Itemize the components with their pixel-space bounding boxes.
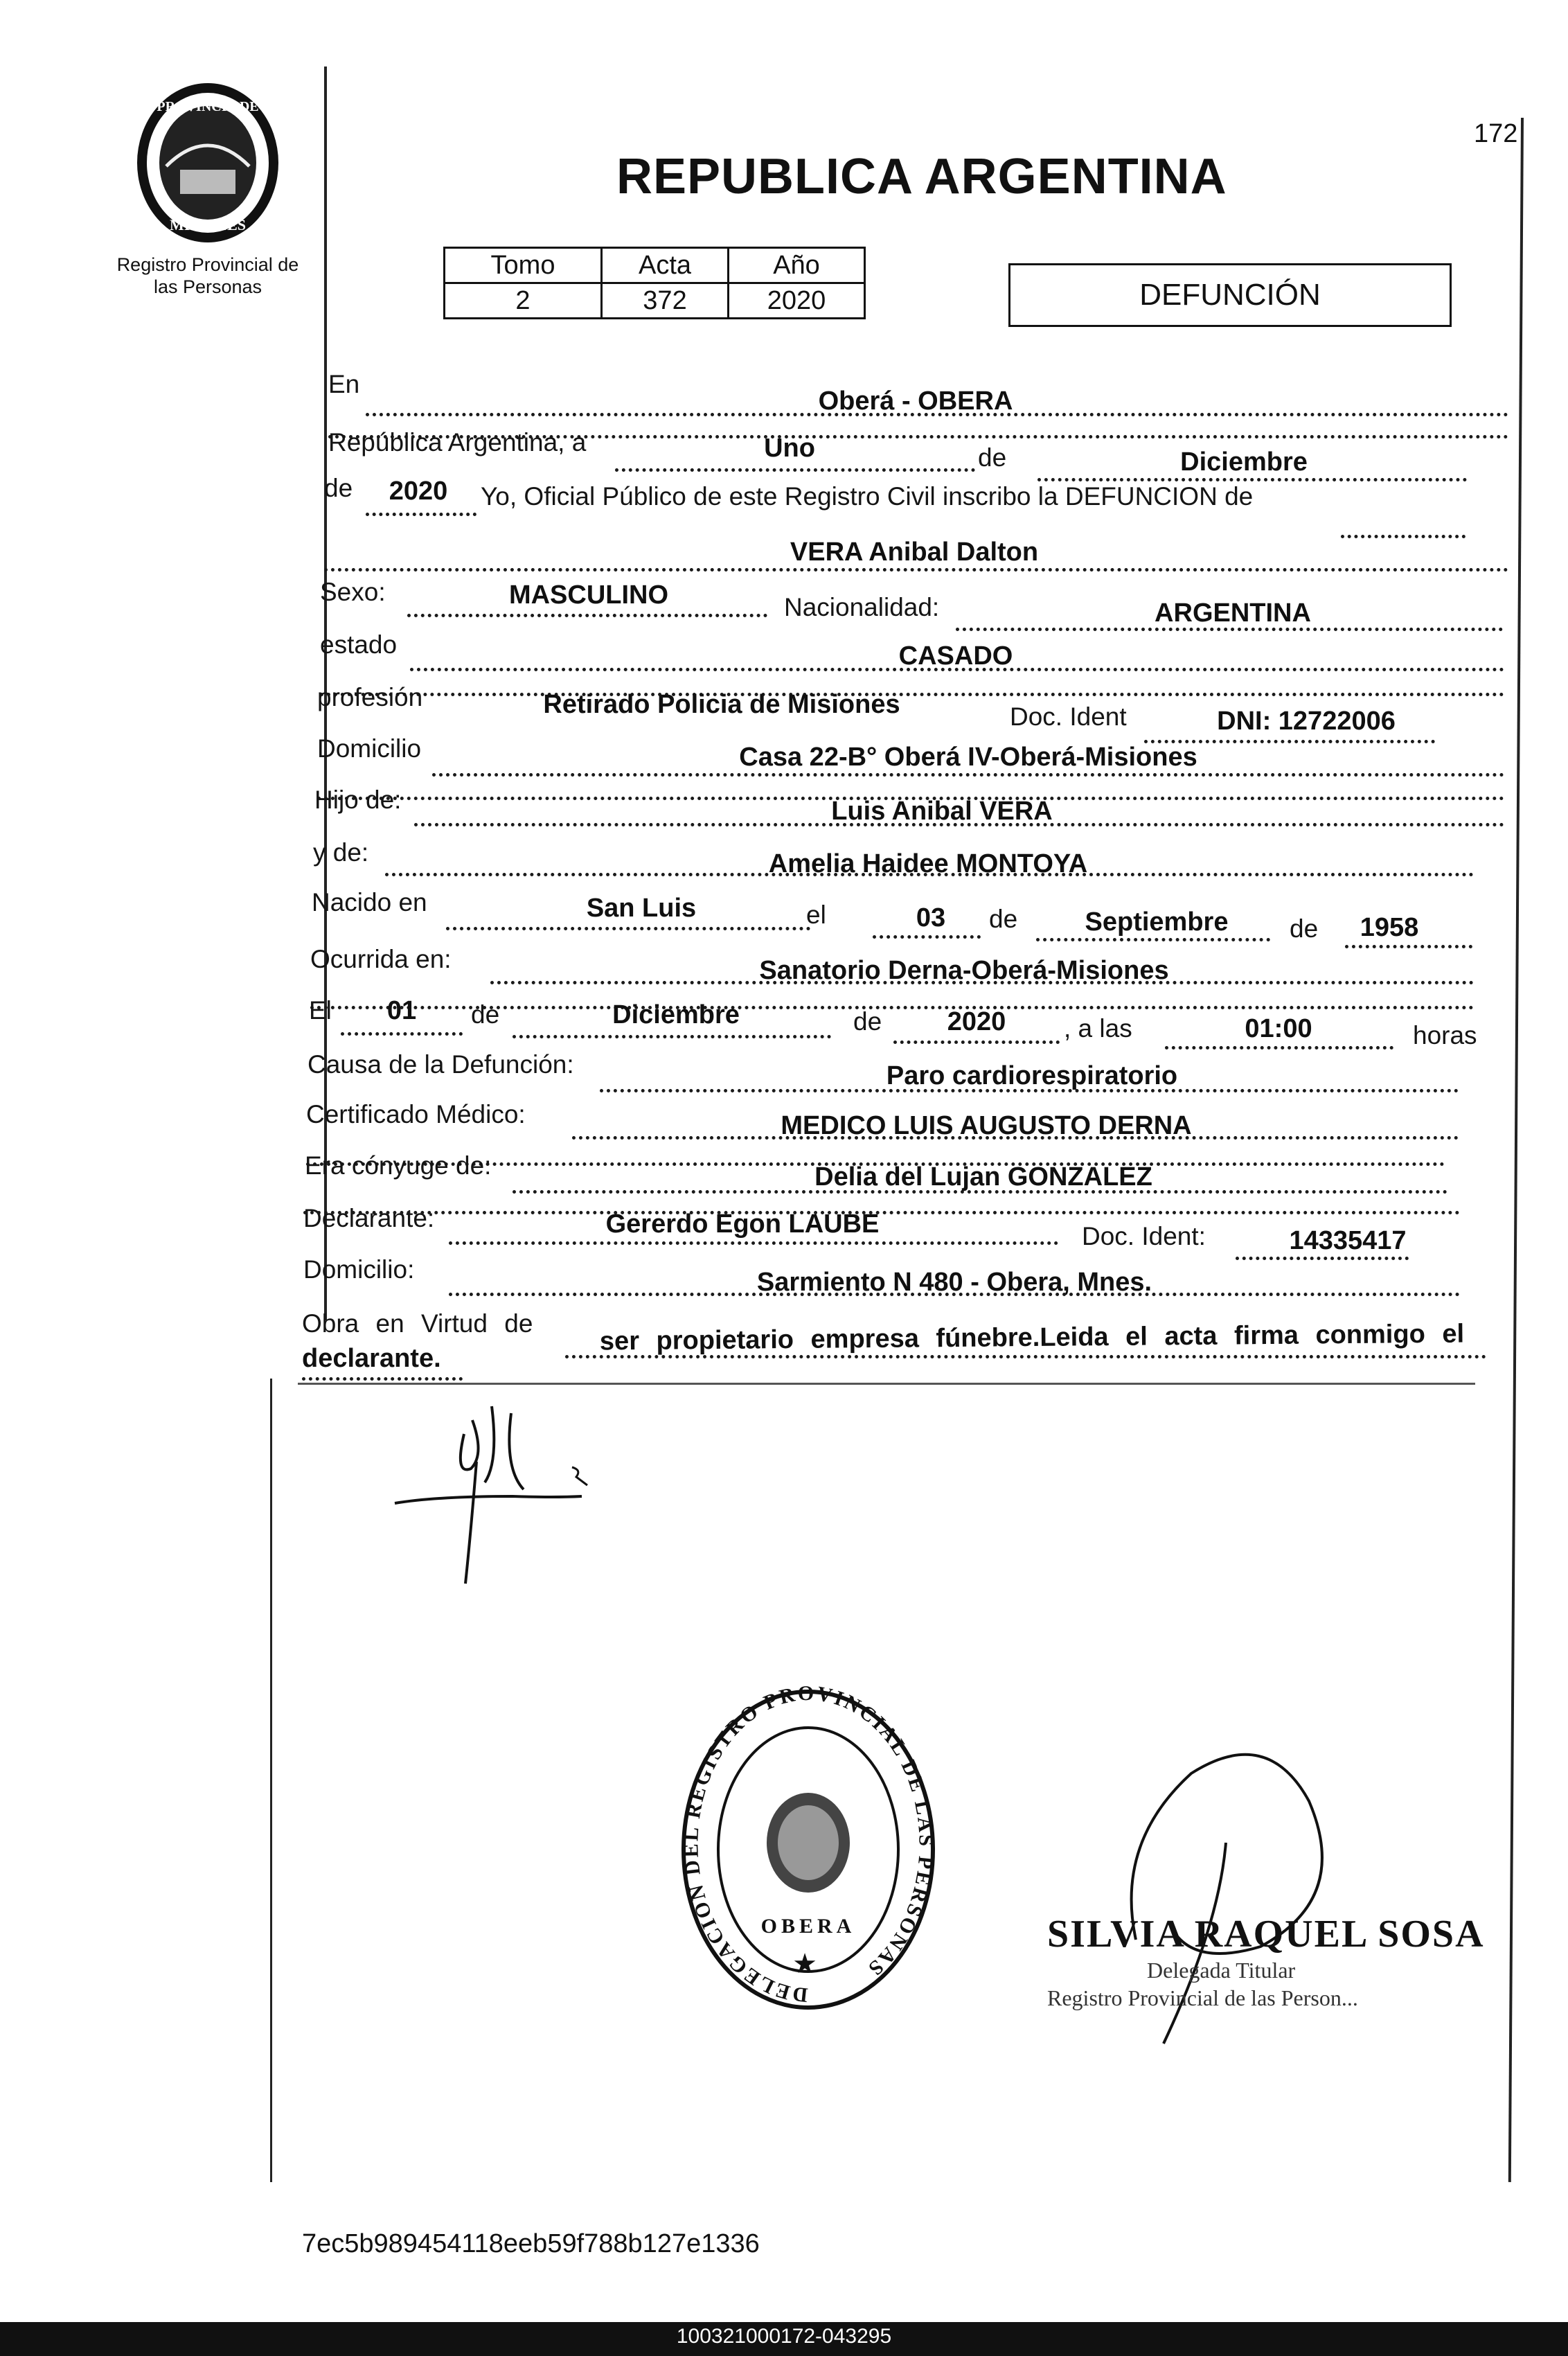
profesion-label: profesión [317, 683, 423, 711]
republica-label: República Argentina, a [328, 428, 587, 457]
acta-header: Acta [602, 248, 729, 283]
dotted-line [873, 935, 981, 939]
nacido-lugar-value: San Luis [586, 894, 697, 923]
de-label: de [989, 905, 1018, 933]
province-seal [132, 83, 284, 242]
nacionalidad-label: Nacionalidad: [784, 593, 940, 621]
svg-text:★: ★ [792, 1949, 817, 1979]
doc-type-box: DEFUNCIÓN [1008, 263, 1452, 327]
dotted-line [446, 927, 810, 930]
declarante-label: Declarante: [303, 1204, 435, 1232]
de-label: de [1290, 914, 1319, 943]
dia-value: Uno [764, 434, 815, 463]
nacido-mes-value: Septiembre [1085, 907, 1229, 937]
doc-ident2-label: Doc. Ident: [1082, 1222, 1206, 1250]
dotted-line [1165, 1046, 1393, 1049]
dotted-line [407, 614, 767, 617]
svg-text:OBERA: OBERA [760, 1915, 856, 1938]
certificado-value: MEDICO LUIS AUGUSTO DERNA [781, 1111, 1192, 1140]
tomo-value: 2 [445, 283, 602, 319]
dotted-line [366, 513, 476, 516]
official-signature [1087, 1718, 1392, 2064]
conyuge-value: Delia del Lujan GONZALEZ [814, 1162, 1152, 1192]
anio-value: 2020 [389, 477, 448, 506]
declarante-value: Gererdo Egon LAUBE [605, 1210, 880, 1239]
ocurrida-value: Sanatorio Derna-Oberá-Misiones [759, 956, 1169, 985]
dotted-line [1037, 478, 1467, 481]
signatory-role: Delegada Titular [1147, 1958, 1296, 1983]
causa-label: Causa de la Defunción: [308, 1050, 574, 1079]
mes-value: Diciembre [1180, 448, 1308, 477]
acta-header-row [445, 248, 865, 283]
dotted-line [432, 773, 1504, 777]
a-las-label: , a las [1064, 1014, 1132, 1043]
madre-value: Amelia Haidee MONTOYA [768, 849, 1088, 878]
domicilio2-label: Domicilio: [303, 1255, 415, 1284]
causa-value: Paro cardiorespiratorio [886, 1061, 1178, 1090]
official-stamp [673, 1683, 943, 2016]
dotted-line [565, 1355, 1486, 1358]
svg-text:MISIONES: MISIONES [169, 216, 247, 233]
tomo-header: Tomo [445, 248, 602, 283]
nacido-dia-value: 03 [916, 903, 946, 932]
nacido-anio-value: 1958 [1360, 913, 1419, 942]
acta-table [443, 247, 866, 319]
dotted-line [893, 1040, 1060, 1044]
left-margin-line-lower [270, 1379, 272, 2182]
document-hash: 7ec5b989454118eeb59f788b127e1336 [302, 2229, 760, 2258]
dotted-line [324, 568, 1508, 572]
padre-value: Luis Anibal VERA [831, 797, 1053, 826]
dotted-line [341, 1032, 463, 1036]
page-number: 172 [1474, 119, 1518, 148]
horas-label: horas [1413, 1021, 1477, 1049]
declarante-domicilio-value: Sarmiento N 480 - Obera, Mnes. [756, 1268, 1152, 1297]
conyuge-label: Era cónyuge de: [305, 1151, 492, 1180]
el-cap-label: El [309, 996, 332, 1025]
dotted-line [303, 1211, 1460, 1214]
registro-caption: Registro Provincial de las Personas [116, 254, 299, 297]
nombre-value: VERA Anibal Dalton [790, 538, 1039, 567]
muerte-dia-value: 01 [386, 996, 417, 1025]
y-de-label: y de: [313, 838, 369, 867]
dotted-line [320, 693, 1504, 696]
nacido-en-label: Nacido en [312, 888, 427, 916]
de-label: de [471, 1000, 500, 1029]
dotted-line [1236, 1257, 1409, 1260]
hijo-de-label: Hijo de: [314, 786, 402, 814]
domicilio-label: Domicilio [317, 734, 422, 763]
doc-ident-label: Doc. Ident [1010, 702, 1127, 731]
dotted-line [302, 1377, 463, 1381]
signatory-office: Registro Provincial de las Person... [1047, 1985, 1358, 2010]
anio-value: 2020 [729, 283, 865, 319]
obra-label: Obra en Virtud de [302, 1309, 533, 1338]
svg-text:PROVINCIA DE: PROVINCIA DE [157, 99, 259, 114]
sexo-label: Sexo: [320, 578, 386, 606]
declarante-doc-value: 14335417 [1289, 1226, 1407, 1255]
page-title: REPUBLICA ARGENTINA [616, 149, 1227, 204]
yo-text: Yo, Oficial Público de este Registro Civil inscribo la DEFUNCION de [481, 482, 1254, 511]
obra-line2-value: declarante. [302, 1344, 441, 1373]
anio-header: Año [729, 248, 865, 283]
domicilio-value: Casa 22-B° Oberá IV-Oberá-Misiones [739, 743, 1197, 772]
footer-code: 100321000172-043295 [676, 2325, 892, 2348]
acta-value-row [445, 283, 865, 319]
ocurrida-en-label: Ocurrida en: [310, 945, 452, 973]
dni-value: DNI: 12722006 [1217, 707, 1396, 736]
right-margin-line [1508, 118, 1524, 2182]
en-label: En [328, 370, 360, 398]
svg-text:DELEGACION DEL REGISTRO PROVIN: DELEGACION DEL REGISTRO PROVINCIAL DE LAS PERSONAS [679, 1683, 938, 2007]
nacionalidad-value: ARGENTINA [1155, 599, 1311, 628]
estado-label: estado [320, 630, 398, 659]
acta-value: 372 [602, 283, 729, 319]
dotted-line [513, 1035, 831, 1038]
signatory-name: SILVIA RAQUEL SOSA [1047, 1913, 1485, 1956]
declarante-signature [388, 1392, 623, 1593]
de-label: de [853, 1007, 882, 1036]
profesion-value: Retirado Policia de Misiones [543, 690, 900, 719]
de-start-label: de [324, 474, 353, 502]
muerte-hora-value: 01:00 [1245, 1014, 1312, 1043]
dotted-line [1341, 535, 1465, 538]
de-label: de [978, 443, 1007, 472]
dotted-line [1345, 945, 1472, 948]
muerte-anio-value: 2020 [947, 1007, 1006, 1036]
dotted-line [1036, 938, 1270, 941]
dotted-line [615, 468, 975, 472]
dotted-line [449, 1241, 1058, 1245]
muerte-mes-value: Diciembre [612, 1000, 740, 1029]
lugar-value: Oberá - OBERA [818, 387, 1013, 416]
sexo-value: MASCULINO [508, 581, 669, 610]
obra-line1-value: ser propietario empresa fúnebre.Leida el acta firma conmigo el [599, 1319, 1465, 1356]
certificado-label: Certificado Médico: [306, 1100, 526, 1128]
el-label: el [806, 901, 826, 929]
estado-value: CASADO [898, 641, 1013, 671]
section-divider [298, 1383, 1475, 1385]
